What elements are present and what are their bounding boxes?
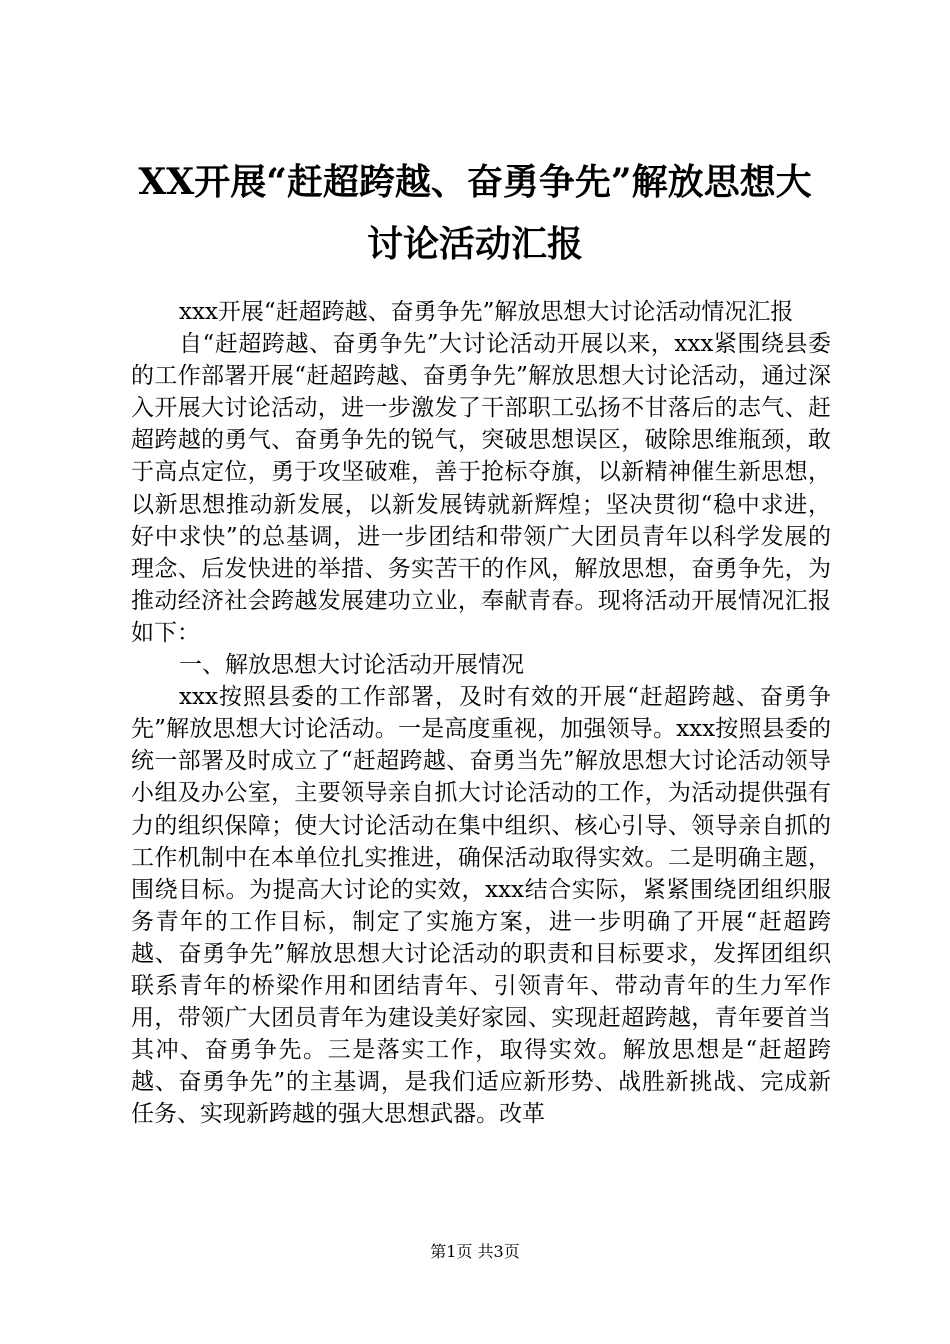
document-title-line-1: XX开展“赶超跨越、奋勇争先”解放思想大 xyxy=(138,161,812,203)
document-title-line-2: 讨论活动汇报 xyxy=(366,223,583,265)
document-body xyxy=(131,296,831,1130)
paragraph-intro: 自“赶超跨越、奋勇争先”大讨论活动开展以来，xxx紧围绕县委的工作部署开展“赶超跨越、奋勇争先”解放思想大讨论活动，通过深入开展大讨论活动，进一步激发了干部职工弘扬不甘落后的志气、赶超跨越的勇气、奋勇争先的锐气，突破思想误区，破除思维瓶颈，敢于高点定位，勇于攻坚破难，善于抢标夺旗，以新精神催生新思想，以新思想推动新发展，以新发展铸就新辉煌；坚决贯彻“稳中求进，好中求快”的总基调，进一步团结和带领广大团员青年以科学发展的理念、后发快进的举措、务实苦干的作风，解放思想，奋勇争先，为推动经济社会跨越发展建功立业，奉献青春。现将活动开展情况汇报如下： xyxy=(131,331,831,646)
page-footer: 第1页 共3页 xyxy=(430,1242,520,1261)
paragraph-subtitle: xxx开展“赶超跨越、奋勇争先”解放思想大讨论活动情况汇报 xyxy=(179,299,794,325)
paragraph-section-1: xxx按照县委的工作部署，及时有效的开展“赶超跨越、奋勇争先”解放思想大讨论活动。一是高度重视，加强领导。xxx按照县委的统一部署及时成立了“赶超跨越、奋勇当先”解放思想大讨论活动领导小组及办公室，主要领导亲自抓大讨论活动的工作，为活动提供强有力的组织保障；使大讨论活动在集中组织、核心引导、领导亲自抓的工作机制中在本单位扎实推进，确保活动取得实效。二是明确主题，围绕目标。为提高大讨论的实效，xxx结合实际，紧紧围绕团组织服务青年的工作目标，制定了实施方案，进一步明确了开展“赶超跨越、奋勇争先”解放思想大讨论活动的职责和目标要求，发挥团组织联系青年的桥梁作用和团结青年、引领青年、带动青年的生力军作用，带领广大团员青年为建设美好家园、实现赶超跨越，青年要首当其冲、奋勇争先。三是落实工作，取得实效。解放思想是“赶超跨越、奋勇争先”的主基调，是我们适应新形势、战胜新挑战、完成新任务、实现新跨越的强大思想武器。改革 xyxy=(131,684,831,1128)
section-heading-1: 一、解放思想大讨论活动开展情况 xyxy=(179,652,524,679)
